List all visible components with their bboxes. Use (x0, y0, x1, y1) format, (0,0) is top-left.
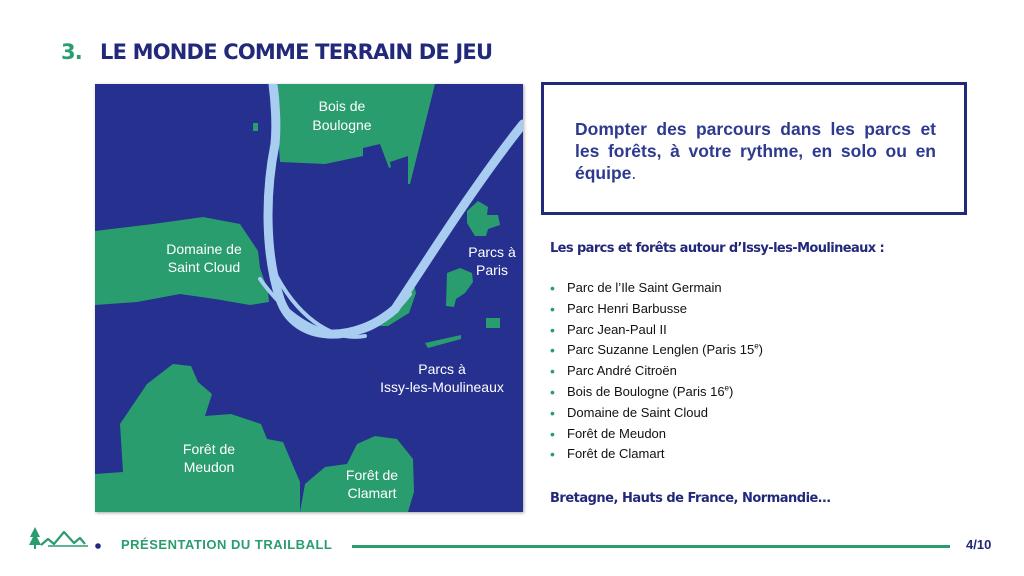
land-parcs-paris-3 (486, 318, 500, 328)
label-parcs-paris-2: Paris (476, 262, 508, 278)
quote-text (575, 118, 936, 184)
list-item: • Parc de l’Ile Saint Germain (550, 278, 763, 299)
label-clamart-2: Clamart (347, 485, 397, 501)
parks-list (550, 278, 763, 465)
page-number: 4/10 (966, 537, 992, 552)
list-item: • Bois de Boulogne (Paris 16e) (550, 382, 763, 403)
quote-box (541, 82, 967, 215)
section-number: 3. (61, 40, 82, 64)
label-bois-boulogne-2: Boulogne (312, 117, 372, 133)
section-title: LE MONDE COMME TERRAIN DE JEU (100, 40, 493, 64)
regions-text: Bretagne, Hauts de France, Normandie… (550, 491, 831, 506)
label-parcs-paris-1: Parcs à (468, 244, 516, 260)
list-item: • Forêt de Clamart (550, 444, 763, 465)
quote-body: Dompter des parcours dans les parcs et les forêts, à votre rythme, en solo ou en équipe (575, 119, 936, 183)
list-item: • Parc Henri Barbusse (550, 299, 763, 320)
trailball-logo-icon (28, 526, 104, 552)
label-parcs-issy-2: Issy-les-Moulineaux (380, 379, 504, 395)
label-parcs-issy-1: Parcs à (418, 361, 466, 377)
label-bois-boulogne-1: Bois de (318, 98, 366, 114)
quote-period: . (631, 163, 637, 183)
label-saint-cloud-1: Domaine de (166, 241, 242, 257)
label-meudon-2: Meudon (183, 459, 235, 475)
footer-title: PRÉSENTATION DU TRAILBALL (121, 537, 333, 552)
list-item: • Parc Jean-Paul II (550, 320, 763, 341)
map-svg (95, 84, 523, 512)
list-item: • Parc André Citroën (550, 361, 763, 382)
list-item: • Parc Suzanne Lenglen (Paris 15e) (550, 340, 763, 361)
footer-divider (352, 545, 950, 548)
parks-map (95, 84, 523, 512)
land-small-1 (253, 123, 258, 131)
list-item: • Domaine de Saint Cloud (550, 403, 763, 424)
slide-heading (61, 40, 492, 64)
label-meudon-1: Forêt de (182, 441, 236, 457)
label-saint-cloud-2: Saint Cloud (167, 259, 241, 275)
list-item: • Forêt de Meudon (550, 424, 763, 445)
parks-list-title: Les parcs et forêts autour d’Issy-les-Moulineaux : (550, 241, 885, 256)
label-clamart-1: Forêt de (345, 467, 399, 483)
